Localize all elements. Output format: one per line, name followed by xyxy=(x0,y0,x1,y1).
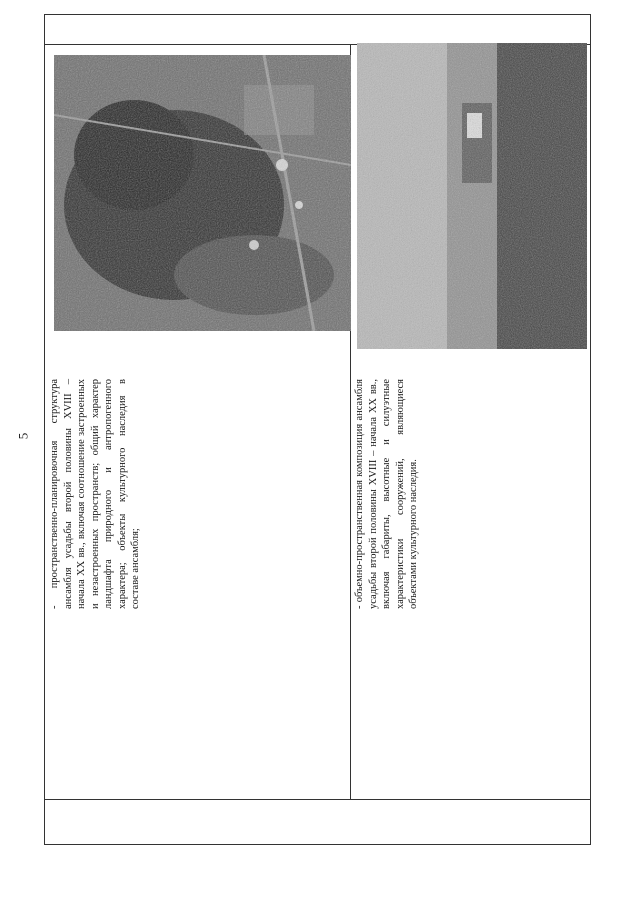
page-number: 5 xyxy=(15,432,31,440)
document-table xyxy=(44,14,591,845)
landscape-photo xyxy=(357,43,587,349)
row1-text: - пространственно-планировочная структура ансамбля усадьбы второй половины XVIII – начала XX вв., включая соотношение застроенных и незастроенных пространств; общий характер ландшафта природного и антропогенного характера; объекты культурного наследия в составе ансамбля; xyxy=(49,379,141,609)
aerial-photo xyxy=(54,55,351,331)
row2-text: - объемно-пространственная композиция ансамбля усадьбы второй половины XVIII – начала XX вв., включая габариты, высотные и силуэтные характеристики сооружений, являющиеся объектами культурного наследия. xyxy=(354,379,419,609)
table-rule xyxy=(45,799,590,800)
